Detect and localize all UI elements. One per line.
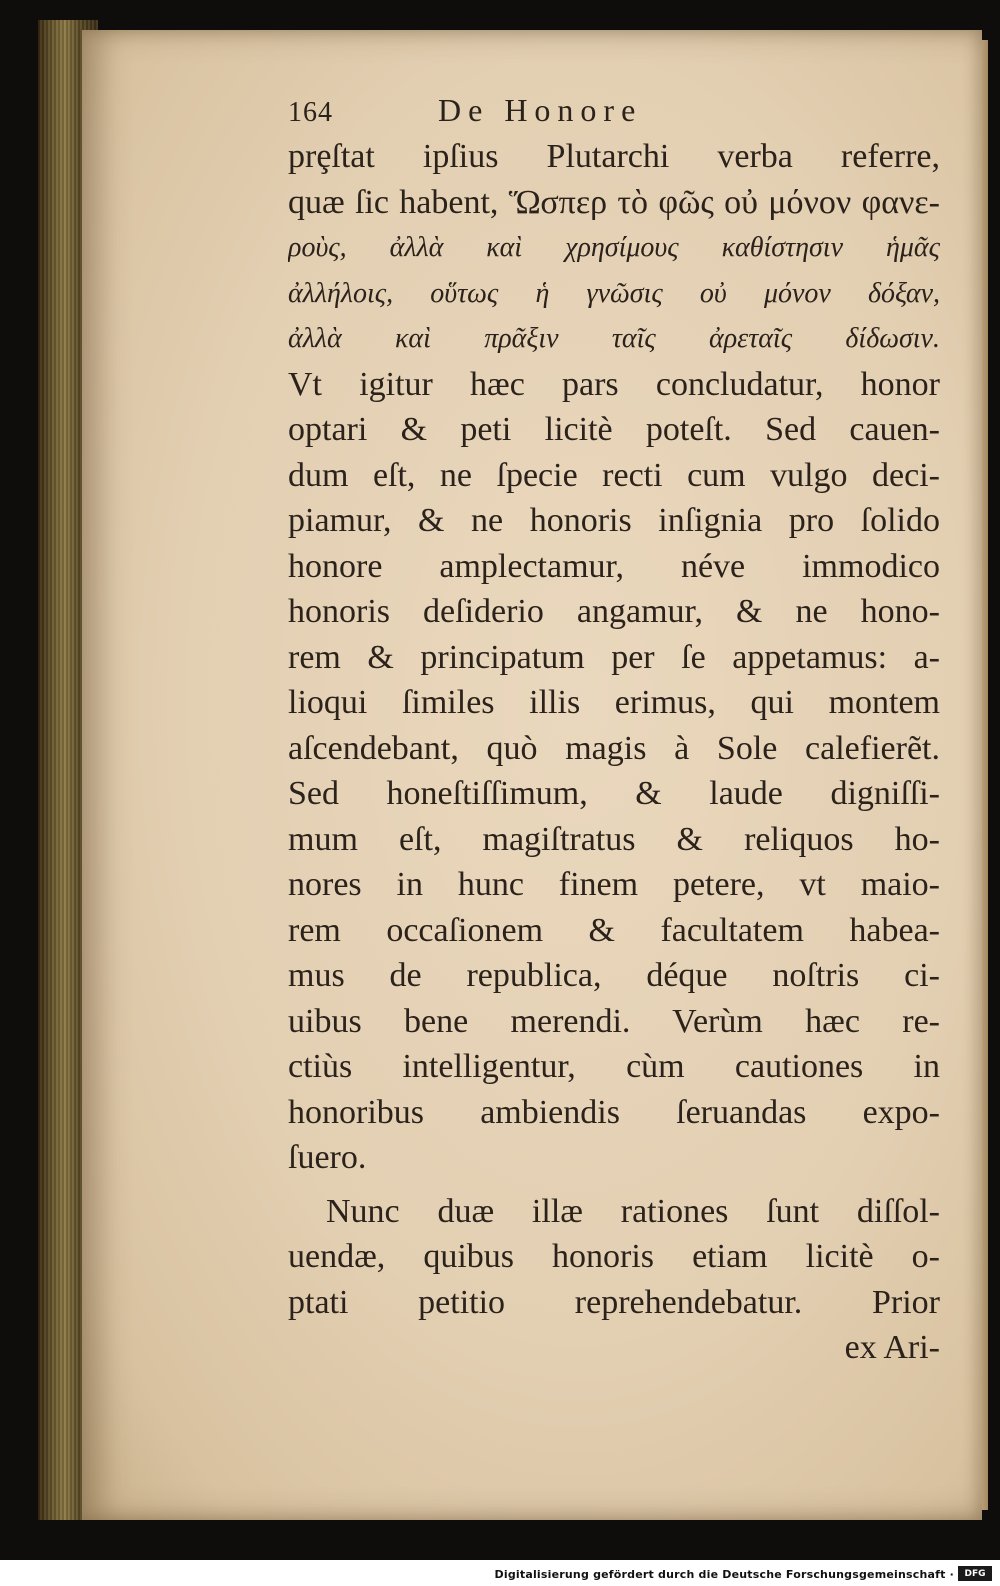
text-line: optari & peti licitè poteſt. Sed cauen- <box>288 411 940 448</box>
text-line: piamur, & ne honoris inſignia pro ſolido <box>288 502 940 539</box>
dfg-logo: DFG <box>958 1566 992 1581</box>
text-line: dum eſt, ne ſpecie recti cum vulgo deci- <box>288 456 940 494</box>
text-line: rem occaſionem & facultatem habea- <box>288 911 940 949</box>
running-title: De Honore <box>438 92 643 128</box>
text-line: mus de republica, déque noſtris ci- <box>288 957 940 994</box>
greek-text-line: ἀλλὰ καὶ πρᾶξιν ταῖς ἀρεταῖς δίδωσιν. <box>288 323 940 354</box>
text-line: quæ ſic habent, Ὥσπερ τὸ φῶς οὐ μόνον φανε- <box>288 183 940 221</box>
text-line: ctiùs intelligentur, cùm cautiones in <box>288 1048 940 1085</box>
text-line: lioqui ſimiles illis erimus, qui montem <box>288 684 940 721</box>
text-line: aſcendebant, quò magis à Sole calefierẽt. <box>288 729 940 767</box>
paragraph-1 <box>288 134 940 1181</box>
text-line: nores in hunc finem petere, vt maio- <box>288 866 940 903</box>
text-line: prȩſtat ipſius Plutarchi verba referre, <box>288 138 940 175</box>
text-line: mum eſt, magiſtratus & reliquos ho- <box>288 820 940 858</box>
text-line: honoris deſiderio angamur, & ne hono- <box>288 593 940 630</box>
catchword: ex Ari- <box>844 1329 940 1366</box>
text-line: Vt igitur hæc pars concludatur, honor <box>288 365 940 403</box>
text-line: uendæ, quibus honoris etiam licitè o- <box>288 1238 940 1275</box>
text-line: honoribus ambiendis ſeruandas expo- <box>288 1093 940 1131</box>
funding-credit: Digitalisierung gefördert durch die Deutsche Forschungsgemeinschaft · <box>494 1568 954 1581</box>
greek-text-line: ροὺς, ἀλλὰ καὶ χρησίμους καθίστησιν ἡμᾶς <box>288 232 940 263</box>
page-text-block <box>288 92 940 1371</box>
greek-text-line: ἀλλήλοις, οὕτως ἡ γνῶσις οὐ μόνον δόξαν, <box>288 277 940 309</box>
paragraph-gap <box>288 1181 940 1189</box>
running-head <box>288 92 940 134</box>
page-number: 164 <box>288 97 333 128</box>
text-line: Nunc duæ illæ rationes ſunt diſſol- <box>326 1192 940 1230</box>
text-line: Sed honeſtiſſimum, & laude digniſſi- <box>288 775 940 812</box>
paragraph-2 <box>288 1189 940 1326</box>
text-line: honore amplectamur, néve immodico <box>288 547 940 585</box>
text-line: rem & principatum per ſe appetamus: a- <box>288 638 940 676</box>
digitization-footer <box>0 1560 1000 1586</box>
text-line: ſuero. <box>288 1139 367 1176</box>
text-line: ptati petitio reprehendebatur. Prior <box>288 1283 940 1321</box>
text-line: uibus bene merendi. Verùm hæc re- <box>288 1002 940 1040</box>
